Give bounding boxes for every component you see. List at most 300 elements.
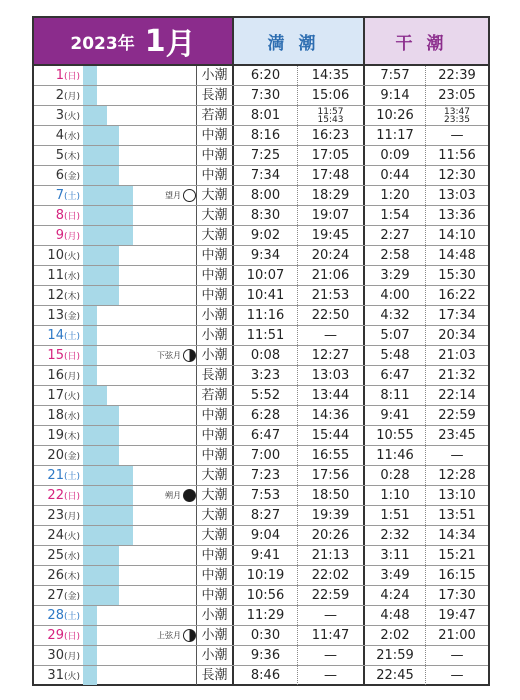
high-tide-time: — (298, 646, 365, 665)
low-tide-time: 3:29 (365, 266, 426, 285)
low-tide-time: 14:48 (438, 248, 476, 263)
low-tide-time: 23:05 (438, 88, 476, 103)
weekday: (金) (63, 312, 80, 322)
low-tide-time: — (450, 448, 464, 463)
day-number: 18 (47, 408, 64, 423)
low-tide-time: 1:20 (365, 186, 426, 205)
tide-type: 小潮 (196, 346, 234, 365)
date-cell (34, 546, 80, 565)
tide-range-bar (83, 306, 97, 325)
low-tide-time: 4:24 (365, 586, 426, 605)
low-tide-time: 2:02 (365, 626, 426, 645)
high-tide-time: 8:27 (234, 506, 298, 525)
date-cell (34, 186, 80, 205)
tide-type: 中潮 (196, 446, 234, 465)
day-number: 16 (47, 368, 64, 383)
high-tide-time: 22:59 (298, 586, 365, 605)
low-tide-time: 12:28 (438, 468, 476, 483)
high-tide-time: 9:04 (234, 526, 298, 545)
weekday: (月) (63, 232, 80, 242)
low-tide-time: 5:48 (365, 346, 426, 365)
low-tide-time (426, 106, 488, 125)
day-number: 21 (47, 468, 64, 483)
low-tide-time: 1:54 (365, 206, 426, 225)
low-tide-time: 15:30 (438, 268, 476, 283)
high-tide-time: 9:02 (234, 226, 298, 245)
table-row (34, 106, 488, 126)
tide-type: 中潮 (196, 286, 234, 305)
high-tide-time: 3:23 (234, 366, 298, 385)
date-cell (34, 426, 80, 445)
date-cell (34, 226, 80, 245)
high-tide-time: 21:13 (298, 546, 365, 565)
tide-range-bar (83, 346, 97, 365)
tide-range-bar (83, 66, 97, 85)
high-tide-time: 0:08 (234, 346, 298, 365)
low-tide-time: 2:27 (365, 226, 426, 245)
low-tide-time: 2:58 (365, 246, 426, 265)
low-tide-time: 15:21 (438, 548, 476, 563)
tide-type: 長潮 (196, 366, 234, 385)
tide-type: 中潮 (196, 586, 234, 605)
high-tide-time: 15:06 (298, 86, 365, 105)
low-tide-time: 13:51 (438, 508, 476, 523)
high-tide-time: 19:39 (298, 506, 365, 525)
low-tide-time: 11:46 (365, 446, 426, 465)
high-tide-time: 11:47 (298, 626, 365, 645)
tide-range-bar (83, 566, 119, 585)
weekday: (日) (63, 72, 80, 82)
table-row (34, 346, 488, 366)
tide-type: 大潮 (196, 466, 234, 485)
low-tide-time: 14:34 (438, 528, 476, 543)
high-tide-time: 11:29 (234, 606, 298, 625)
date-cell (34, 666, 80, 685)
tide-range-bar (83, 646, 97, 665)
low-tide-time: 19:47 (438, 608, 476, 623)
low-tide-time: 14:10 (438, 228, 476, 243)
table-row (34, 486, 488, 506)
weekday: (木) (63, 292, 80, 302)
weekday: (金) (63, 592, 80, 602)
half-moon-icon (183, 629, 196, 642)
date-cell (34, 526, 80, 545)
low-tide-time: 22:39 (438, 68, 476, 83)
high-tide-time: 21:06 (298, 266, 365, 285)
low-tide-time: 12:30 (438, 168, 476, 183)
day-number: 31 (47, 668, 64, 683)
tide-type: 小潮 (196, 306, 234, 325)
high-tide-time: 14:36 (298, 406, 365, 425)
date-cell (34, 146, 80, 165)
tide-range-bar (83, 266, 119, 285)
low-tide-time: 16:22 (438, 288, 476, 303)
tide-type: 小潮 (196, 626, 234, 645)
high-tide-time: 16:23 (298, 126, 365, 145)
tide-type: 中潮 (196, 406, 234, 425)
day-number: 11 (47, 268, 64, 283)
weekday: (火) (63, 252, 80, 262)
tide-range-bar (83, 486, 133, 505)
weekday: (火) (63, 672, 80, 682)
tide-type: 小潮 (196, 326, 234, 345)
low-tide-time: 13:10 (438, 488, 476, 503)
tide-range-bar (83, 506, 133, 525)
moon-phase (140, 626, 196, 645)
table-row (34, 646, 488, 666)
high-tide-time: 0:30 (234, 626, 298, 645)
table-row (34, 606, 488, 626)
date-cell (34, 106, 80, 125)
tide-type: 若潮 (196, 386, 234, 405)
tide-type: 若潮 (196, 106, 234, 125)
weekday: (月) (63, 512, 80, 522)
low-tide-header (365, 18, 488, 66)
tide-range-bar (83, 166, 119, 185)
low-tide-time: 11:17 (365, 126, 426, 145)
tide-range-bar (83, 86, 97, 105)
high-tide-time: 17:56 (298, 466, 365, 485)
high-tide-time: 8:30 (234, 206, 298, 225)
day-number: 2 (55, 88, 64, 103)
tide-range-bar (83, 426, 119, 445)
tide-type: 長潮 (196, 666, 234, 685)
low-tide-time: 21:03 (438, 348, 476, 363)
table-row (34, 586, 488, 606)
tide-range-bar (83, 226, 133, 245)
high-tide-time-part: 11:57 (317, 106, 344, 117)
weekday: (土) (63, 472, 80, 482)
high-tide-time (298, 106, 365, 125)
table-row (34, 206, 488, 226)
tide-type: 中潮 (196, 146, 234, 165)
weekday: (土) (63, 192, 80, 202)
tide-type: 小潮 (196, 646, 234, 665)
low-tide-time-part: 23:35 (444, 114, 470, 125)
weekday: (月) (63, 372, 80, 382)
weekday: (火) (63, 532, 80, 542)
tide-range-bar (83, 146, 119, 165)
weekday: (火) (63, 112, 80, 122)
table-row (34, 386, 488, 406)
date-cell (34, 366, 80, 385)
high-tide-time: 13:44 (298, 386, 365, 405)
date-cell (34, 206, 80, 225)
moon-phase-label: 朔月 (165, 491, 181, 500)
high-tide-label: 満潮 (267, 33, 330, 54)
tide-type: 中潮 (196, 566, 234, 585)
tide-range-bar (83, 546, 119, 565)
weekday: (土) (63, 612, 80, 622)
low-tide-time: 20:34 (438, 328, 476, 343)
high-tide-time: 22:50 (298, 306, 365, 325)
tide-type: 大潮 (196, 486, 234, 505)
high-tide-time: 19:45 (298, 226, 365, 245)
high-tide-time: 8:01 (234, 106, 298, 125)
high-tide-time: 22:02 (298, 566, 365, 585)
low-tide-time: — (450, 648, 464, 663)
table-row (34, 446, 488, 466)
tide-range-bar (83, 126, 119, 145)
date-cell (34, 446, 80, 465)
date-cell (34, 386, 80, 405)
tide-type: 中潮 (196, 246, 234, 265)
high-tide-time: 11:51 (234, 326, 298, 345)
high-tide-time: 18:50 (298, 486, 365, 505)
weekday: (金) (63, 172, 80, 182)
weekday: (日) (63, 632, 80, 642)
low-tide-time: 0:09 (365, 146, 426, 165)
low-tide-time: 22:14 (438, 388, 476, 403)
table-row (34, 626, 488, 646)
weekday: (木) (63, 152, 80, 162)
low-tide-time: 10:55 (365, 426, 426, 445)
high-tide-time: 8:16 (234, 126, 298, 145)
tide-type: 長潮 (196, 86, 234, 105)
day-number: 6 (55, 168, 64, 183)
weekday: (水) (63, 132, 80, 142)
low-tide-time: — (450, 128, 464, 143)
high-tide-time: 10:56 (234, 586, 298, 605)
table-row (34, 546, 488, 566)
table-row (34, 466, 488, 486)
tide-range-bar (83, 106, 107, 125)
low-tide-time: 3:11 (365, 546, 426, 565)
day-number: 26 (47, 568, 64, 583)
half-moon-icon (183, 349, 196, 362)
low-tide-time: — (450, 668, 464, 683)
low-tide-time: 0:44 (365, 166, 426, 185)
low-tide-time: 23:45 (438, 428, 476, 443)
low-tide-time: 22:45 (365, 666, 426, 685)
date-cell (34, 506, 80, 525)
low-tide-time: 4:00 (365, 286, 426, 305)
day-number: 13 (47, 308, 64, 323)
low-tide-label: 干潮 (395, 33, 458, 54)
tide-type: 大潮 (196, 526, 234, 545)
low-tide-time: 6:47 (365, 366, 426, 385)
weekday: (木) (63, 432, 80, 442)
moon-phase-label: 上弦月 (157, 631, 181, 640)
high-tide-time: 19:07 (298, 206, 365, 225)
low-tide-time: 1:10 (365, 486, 426, 505)
high-tide-time: 7:30 (234, 86, 298, 105)
day-number: 22 (47, 488, 64, 503)
date-cell (34, 166, 80, 185)
tide-range-bar (83, 446, 119, 465)
table-row (34, 566, 488, 586)
high-tide-time: 6:28 (234, 406, 298, 425)
tide-range-bar (83, 186, 133, 205)
low-tide-time: 13:36 (438, 208, 476, 223)
day-number: 17 (47, 388, 64, 403)
table-row (34, 426, 488, 446)
weekday: (土) (63, 332, 80, 342)
high-tide-time: 21:53 (298, 286, 365, 305)
tide-type: 小潮 (196, 66, 234, 85)
date-cell (34, 126, 80, 145)
date-cell (34, 86, 80, 105)
high-tide-time: 20:26 (298, 526, 365, 545)
high-tide-time: 13:03 (298, 366, 365, 385)
full-moon-icon (183, 189, 196, 202)
day-number: 29 (47, 628, 64, 643)
day-number: 25 (47, 548, 64, 563)
moon-phase (140, 346, 196, 365)
day-number: 8 (55, 208, 64, 223)
day-number: 20 (47, 448, 64, 463)
high-tide-time: 9:36 (234, 646, 298, 665)
table-row (34, 186, 488, 206)
high-tide-time: 9:34 (234, 246, 298, 265)
tide-range-bar (83, 246, 119, 265)
day-number: 30 (47, 648, 64, 663)
day-number: 10 (47, 248, 64, 263)
high-tide-time: 12:27 (298, 346, 365, 365)
high-tide-time: 9:41 (234, 546, 298, 565)
high-tide-time: 15:44 (298, 426, 365, 445)
high-tide-time: 17:05 (298, 146, 365, 165)
low-tide-time: 4:32 (365, 306, 426, 325)
day-number: 14 (47, 328, 64, 343)
date-cell (34, 266, 80, 285)
month-number: 1 (144, 23, 166, 59)
date-cell (34, 326, 80, 345)
tide-range-bar (83, 626, 97, 645)
high-tide-time: — (298, 606, 365, 625)
weekday: (金) (63, 452, 80, 462)
low-tide-time: 21:32 (438, 368, 476, 383)
high-tide-time: 7:25 (234, 146, 298, 165)
day-number: 7 (55, 188, 64, 203)
tide-rows (34, 66, 488, 686)
high-tide-time: 7:00 (234, 446, 298, 465)
high-tide-time-part: 15:43 (317, 114, 344, 125)
month-label: 月 (165, 27, 196, 62)
tide-range-bar (83, 466, 133, 485)
tide-range-bar (83, 406, 119, 425)
moon-phase-label: 下弦月 (157, 351, 181, 360)
table-row (34, 166, 488, 186)
high-tide-time: 20:24 (298, 246, 365, 265)
weekday: (水) (63, 552, 80, 562)
weekday: (日) (63, 352, 80, 362)
date-cell (34, 626, 80, 645)
low-tide-time: 7:57 (365, 66, 426, 85)
day-number: 19 (47, 428, 64, 443)
high-tide-time: 17:48 (298, 166, 365, 185)
table-row (34, 126, 488, 146)
low-tide-time: 16:15 (438, 568, 476, 583)
high-tide-time: 7:53 (234, 486, 298, 505)
day-number: 27 (47, 588, 64, 603)
table-row (34, 666, 488, 686)
day-number: 28 (47, 608, 64, 623)
date-cell (34, 466, 80, 485)
tide-range-bar (83, 666, 97, 685)
year-label: 2023年 (70, 33, 135, 54)
tide-type: 中潮 (196, 126, 234, 145)
high-tide-time: 10:07 (234, 266, 298, 285)
day-number: 9 (55, 228, 64, 243)
date-cell (34, 586, 80, 605)
date-cell (34, 246, 80, 265)
low-tide-time: 10:26 (365, 106, 426, 125)
low-tide-time: 3:49 (365, 566, 426, 585)
low-tide-time-part: 13:47 (444, 106, 470, 117)
moon-phase-label: 望月 (165, 191, 181, 200)
weekday: (日) (63, 212, 80, 222)
low-tide-time: 2:32 (365, 526, 426, 545)
tide-range-bar (83, 326, 97, 345)
day-number: 12 (47, 288, 64, 303)
weekday: (日) (63, 492, 80, 502)
day-number: 23 (47, 508, 64, 523)
high-tide-time: 7:23 (234, 466, 298, 485)
low-tide-time: 9:41 (365, 406, 426, 425)
month-header (34, 18, 234, 66)
date-cell (34, 486, 80, 505)
tide-range-bar (83, 366, 97, 385)
low-tide-time: 0:28 (365, 466, 426, 485)
date-cell (34, 66, 80, 85)
high-tide-time: 14:35 (298, 66, 365, 85)
low-tide-time: 21:59 (365, 646, 426, 665)
table-row (34, 406, 488, 426)
weekday: (木) (63, 572, 80, 582)
table-row (34, 66, 488, 86)
table-row (34, 86, 488, 106)
tide-type: 中潮 (196, 166, 234, 185)
high-tide-time: 8:46 (234, 666, 298, 685)
date-cell (34, 566, 80, 585)
moon-phase (140, 186, 196, 205)
low-tide-time: 13:03 (438, 188, 476, 203)
day-number: 5 (55, 148, 64, 163)
high-tide-time: 7:34 (234, 166, 298, 185)
high-tide-time: 6:20 (234, 66, 298, 85)
low-tide-time: 21:00 (438, 628, 476, 643)
low-tide-time: 17:30 (438, 588, 476, 603)
table-row (34, 266, 488, 286)
tide-range-bar (83, 526, 133, 545)
low-tide-time: 17:34 (438, 308, 476, 323)
table-row (34, 286, 488, 306)
low-tide-time: 11:56 (438, 148, 476, 163)
day-number: 4 (55, 128, 64, 143)
date-cell (34, 606, 80, 625)
table-row (34, 226, 488, 246)
low-tide-time: 4:48 (365, 606, 426, 625)
high-tide-time: — (298, 666, 365, 685)
table-row (34, 306, 488, 326)
day-number: 3 (55, 108, 64, 123)
tide-type: 大潮 (196, 206, 234, 225)
tide-table (32, 16, 490, 686)
tide-type: 中潮 (196, 426, 234, 445)
date-cell (34, 646, 80, 665)
date-cell (34, 406, 80, 425)
high-tide-time: 6:47 (234, 426, 298, 445)
low-tide-time: 1:51 (365, 506, 426, 525)
high-tide-time: 10:41 (234, 286, 298, 305)
high-tide-time: 18:29 (298, 186, 365, 205)
weekday: (火) (63, 392, 80, 402)
date-cell (34, 286, 80, 305)
low-tide-time: 8:11 (365, 386, 426, 405)
low-tide-time: 9:14 (365, 86, 426, 105)
table-row (34, 506, 488, 526)
